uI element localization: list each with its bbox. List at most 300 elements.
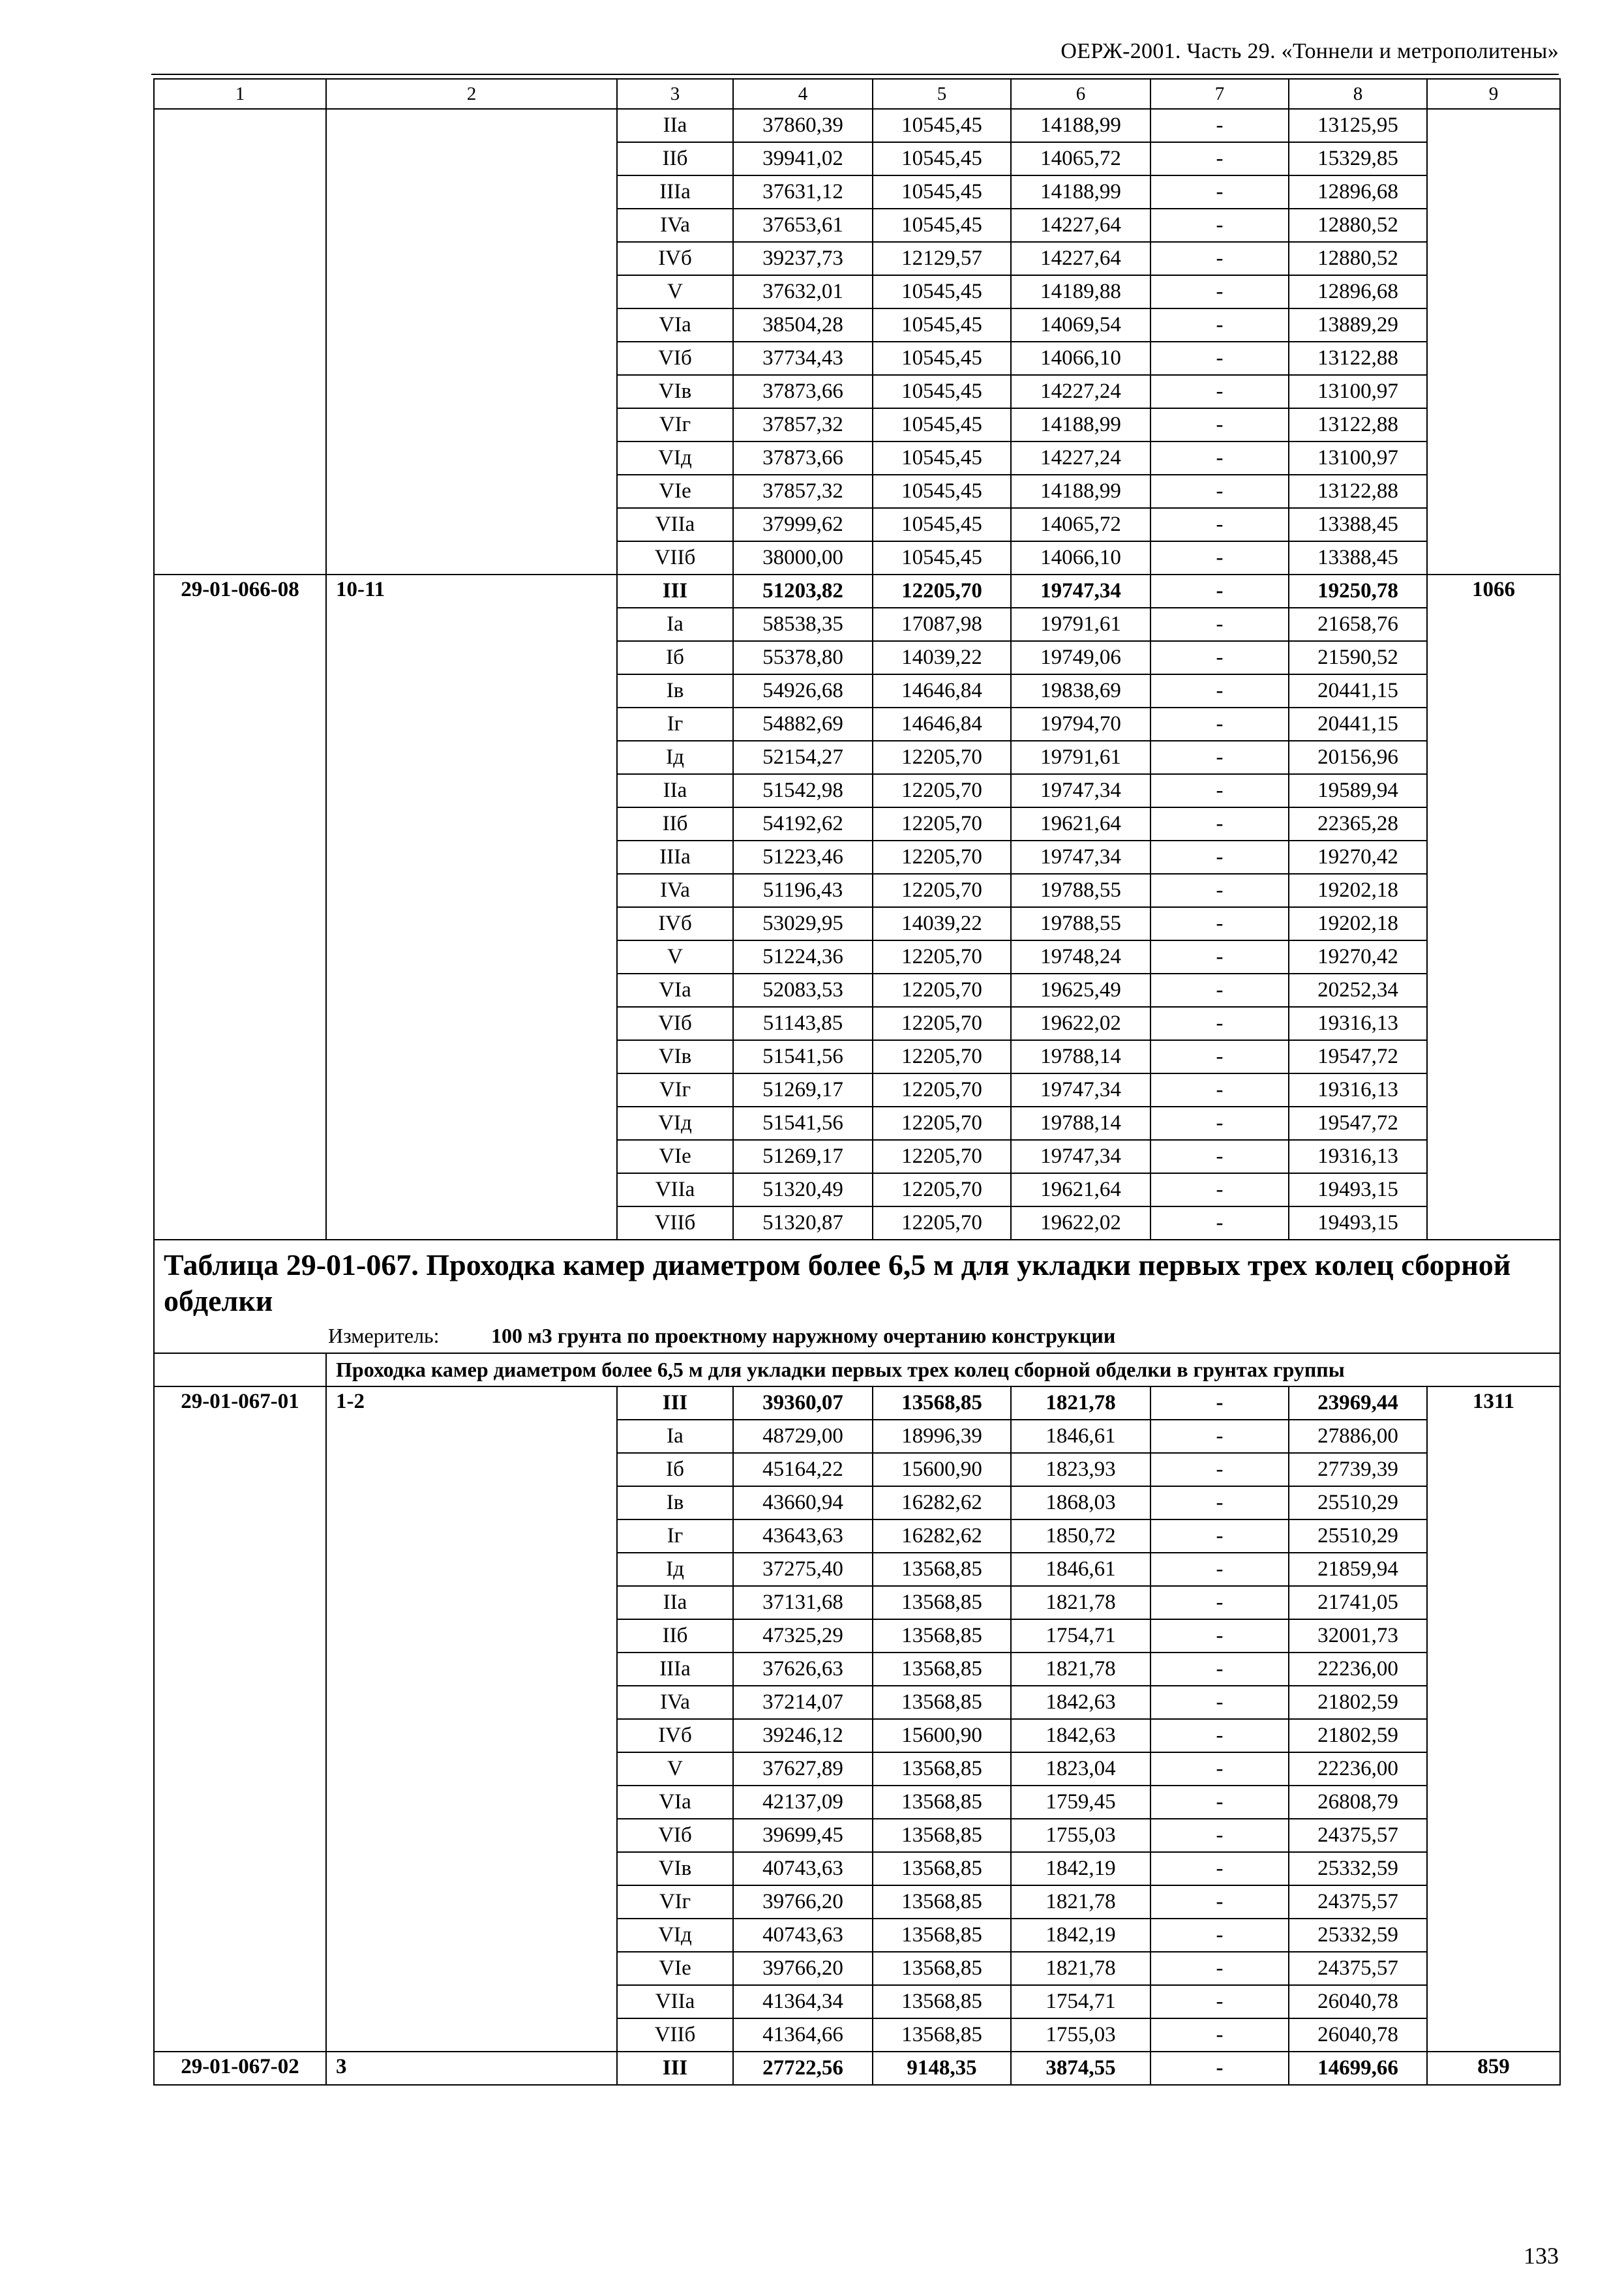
value-cell: 12205,70 [873, 1007, 1011, 1040]
value-cell: 37275,40 [733, 1553, 873, 1586]
value-cell: 37999,62 [733, 508, 873, 541]
value-cell: 12205,70 [873, 940, 1011, 974]
value-cell: 51320,87 [733, 1206, 873, 1240]
value-cell: - [1150, 375, 1289, 408]
value-cell: VIIa [617, 1985, 733, 2018]
value-cell: 17087,98 [873, 608, 1011, 641]
measure-value: 100 м3 грунта по проектному наружному очертанию конструкции [491, 1324, 1116, 1347]
value-cell: - [1150, 1453, 1289, 1486]
value-cell: - [1150, 1420, 1289, 1453]
value-cell: - [1150, 1553, 1289, 1586]
column-number: 3 [617, 79, 733, 109]
value-cell: 20156,96 [1289, 741, 1427, 774]
value-cell: - [1150, 807, 1289, 841]
value-cell: 26040,78 [1289, 2018, 1427, 2052]
value-cell: 27739,39 [1289, 1453, 1427, 1486]
value-cell: 51203,82 [733, 575, 873, 608]
value-cell: - [1150, 608, 1289, 641]
value-cell: 51269,17 [733, 1140, 873, 1173]
column-number: 6 [1011, 79, 1150, 109]
value-cell: - [1150, 242, 1289, 275]
norm-range-cell: 3 [326, 2052, 617, 2085]
value-cell: 54192,62 [733, 807, 873, 841]
value-cell: 13568,85 [873, 1786, 1011, 1819]
value-cell: 12205,70 [873, 1073, 1011, 1107]
value-cell: 51541,56 [733, 1040, 873, 1073]
value-cell: 52083,53 [733, 974, 873, 1007]
value-cell: VIд [617, 441, 733, 475]
value-cell: 1842,19 [1011, 1919, 1150, 1952]
value-cell: 19791,61 [1011, 741, 1150, 774]
value-cell: 19749,06 [1011, 641, 1150, 674]
value-cell: 51224,36 [733, 940, 873, 974]
value-cell: 9148,35 [873, 2052, 1011, 2085]
value-cell: 22236,00 [1289, 1653, 1427, 1686]
norm-range-cell: 10-11 [326, 575, 617, 1240]
value-cell: 13388,45 [1289, 541, 1427, 575]
value-cell: 19202,18 [1289, 907, 1427, 940]
value-cell: 1842,63 [1011, 1719, 1150, 1752]
value-cell: 12205,70 [873, 1140, 1011, 1173]
value-cell: 10545,45 [873, 441, 1011, 475]
value-cell: IVб [617, 242, 733, 275]
value-cell: 13568,85 [873, 1852, 1011, 1885]
table-title-row [154, 1240, 1560, 1353]
value-cell: 19788,55 [1011, 874, 1150, 907]
value-cell: 13568,85 [873, 2018, 1011, 2052]
value-cell: 19589,94 [1289, 774, 1427, 807]
value-cell: 51223,46 [733, 841, 873, 874]
value-cell: - [1150, 1007, 1289, 1040]
value-cell: VIa [617, 1786, 733, 1819]
value-cell: 22365,28 [1289, 807, 1427, 841]
value-cell: 12205,70 [873, 1107, 1011, 1140]
column-number-row [154, 79, 1560, 109]
table-title-cell [154, 1240, 1560, 1353]
value-cell: VIг [617, 1073, 733, 1107]
value-cell: 13889,29 [1289, 308, 1427, 342]
value-cell: 13568,85 [873, 1952, 1011, 1985]
value-cell: III [617, 2052, 733, 2085]
value-cell: - [1150, 1653, 1289, 1686]
column-number: 1 [154, 79, 326, 109]
value-cell: - [1150, 2052, 1289, 2085]
value-cell: - [1150, 541, 1289, 575]
value-cell: 12129,57 [873, 242, 1011, 275]
value-cell: - [1150, 408, 1289, 441]
value-cell: 12205,70 [873, 841, 1011, 874]
value-cell: - [1150, 575, 1289, 608]
value-cell: 51542,98 [733, 774, 873, 807]
value-cell: 10545,45 [873, 175, 1011, 209]
value-cell: 13122,88 [1289, 408, 1427, 441]
value-cell: - [1150, 907, 1289, 940]
value-cell: 39246,12 [733, 1719, 873, 1752]
value-cell: 3874,55 [1011, 2052, 1150, 2085]
value-cell: 37857,32 [733, 475, 873, 508]
value-cell: 14065,72 [1011, 142, 1150, 175]
value-cell: IVa [617, 209, 733, 242]
value-cell: 25510,29 [1289, 1486, 1427, 1519]
value-cell: 25510,29 [1289, 1519, 1427, 1553]
value-cell: 13568,85 [873, 1553, 1011, 1586]
value-cell: 27886,00 [1289, 1420, 1427, 1453]
value-cell: IIa [617, 774, 733, 807]
value-cell: 10545,45 [873, 109, 1011, 142]
value-cell: VIIa [617, 1173, 733, 1206]
value-cell: - [1150, 1719, 1289, 1752]
value-cell: 45164,22 [733, 1453, 873, 1486]
running-title: ОЕРЖ-2001. Часть 29. «Тоннели и метрополитены» [1060, 39, 1559, 63]
value-cell: VIIб [617, 1206, 733, 1240]
value-cell: 14227,24 [1011, 375, 1150, 408]
value-cell: 1755,03 [1011, 1819, 1150, 1852]
norms-table [153, 78, 1561, 2086]
value-cell: VIг [617, 408, 733, 441]
value-cell: 51196,43 [733, 874, 873, 907]
value-cell: 1821,78 [1011, 1386, 1150, 1420]
value-cell: 14069,54 [1011, 308, 1150, 342]
value-cell: III [617, 575, 733, 608]
value-cell: 21802,59 [1289, 1686, 1427, 1719]
value-cell: 1754,71 [1011, 1619, 1150, 1653]
value-cell: 25332,59 [1289, 1852, 1427, 1885]
value-cell: - [1150, 741, 1289, 774]
value-cell: Iг [617, 1519, 733, 1553]
value-cell: 14646,84 [873, 674, 1011, 708]
value-cell: 39766,20 [733, 1952, 873, 1985]
value-cell: III [617, 1386, 733, 1420]
value-cell: 43660,94 [733, 1486, 873, 1519]
value-cell: - [1150, 508, 1289, 541]
value-cell: IIб [617, 807, 733, 841]
norm-range-cell: 1-2 [326, 1386, 617, 2052]
value-cell: IIa [617, 1586, 733, 1619]
value-cell: 37632,01 [733, 275, 873, 308]
value-cell: Ia [617, 1420, 733, 1453]
value-cell: 13568,85 [873, 1653, 1011, 1686]
value-cell: 13125,95 [1289, 109, 1427, 142]
value-cell: - [1150, 109, 1289, 142]
subheading-text: Проходка камер диаметром более 6,5 м для укладки первых трех колец сборной обделки в грунтах группы [326, 1353, 1560, 1386]
value-cell: IIIa [617, 1653, 733, 1686]
value-cell: 39699,45 [733, 1819, 873, 1852]
value-cell: 1842,63 [1011, 1686, 1150, 1719]
value-cell: 14227,64 [1011, 209, 1150, 242]
value-cell: 12896,68 [1289, 275, 1427, 308]
labor-cell [1427, 109, 1560, 575]
value-cell: 19747,34 [1011, 1140, 1150, 1173]
value-cell: 10545,45 [873, 308, 1011, 342]
value-cell: 13122,88 [1289, 342, 1427, 375]
value-cell: - [1150, 974, 1289, 1007]
value-cell: 39941,02 [733, 142, 873, 175]
value-cell: 37873,66 [733, 441, 873, 475]
value-cell: Ia [617, 608, 733, 641]
value-cell: 13100,97 [1289, 375, 1427, 408]
table-title: Таблица 29-01-067. Проходка камер диаметром более 6,5 м для укладки первых трех колец сборной обделки [164, 1248, 1511, 1317]
value-cell: - [1150, 874, 1289, 907]
norm-code-cell: 29-01-066-08 [154, 575, 326, 1240]
value-cell: 16282,62 [873, 1486, 1011, 1519]
value-cell: 13388,45 [1289, 508, 1427, 541]
value-cell: IIIa [617, 841, 733, 874]
value-cell: 53029,95 [733, 907, 873, 940]
value-cell: 19791,61 [1011, 608, 1150, 641]
value-cell: 1821,78 [1011, 1952, 1150, 1985]
value-cell: 10545,45 [873, 275, 1011, 308]
value-cell: - [1150, 1686, 1289, 1719]
norm-code-cell [154, 109, 326, 575]
value-cell: 14189,88 [1011, 275, 1150, 308]
value-cell: IIб [617, 1619, 733, 1653]
value-cell: IVб [617, 907, 733, 940]
value-cell: 1821,78 [1011, 1885, 1150, 1919]
value-cell: VIe [617, 1140, 733, 1173]
value-cell: 37631,12 [733, 175, 873, 209]
value-cell: VIв [617, 375, 733, 408]
value-cell: IVб [617, 1719, 733, 1752]
labor-cell: 1066 [1427, 575, 1560, 1240]
value-cell: 37131,68 [733, 1586, 873, 1619]
value-cell: 19547,72 [1289, 1107, 1427, 1140]
column-number: 4 [733, 79, 873, 109]
value-cell: - [1150, 1819, 1289, 1852]
value-cell: Iд [617, 1553, 733, 1586]
value-cell: 14188,99 [1011, 475, 1150, 508]
value-cell: VIб [617, 1007, 733, 1040]
value-cell: - [1150, 175, 1289, 209]
value-cell: 19316,13 [1289, 1073, 1427, 1107]
value-cell: 19625,49 [1011, 974, 1150, 1007]
value-cell: 20441,15 [1289, 674, 1427, 708]
value-cell: 51269,17 [733, 1073, 873, 1107]
value-cell: 13568,85 [873, 1386, 1011, 1420]
value-cell: 41364,66 [733, 2018, 873, 2052]
value-cell: IIIa [617, 175, 733, 209]
value-cell: 42137,09 [733, 1786, 873, 1819]
table-row [154, 575, 1560, 608]
value-cell: 19747,34 [1011, 575, 1150, 608]
value-cell: 37873,66 [733, 375, 873, 408]
value-cell: 38000,00 [733, 541, 873, 575]
value-cell: - [1150, 1486, 1289, 1519]
value-cell: 39766,20 [733, 1885, 873, 1919]
value-cell: 55378,80 [733, 641, 873, 674]
value-cell: - [1150, 1140, 1289, 1173]
value-cell: 1850,72 [1011, 1519, 1150, 1553]
value-cell: 19622,02 [1011, 1007, 1150, 1040]
value-cell: 12880,52 [1289, 242, 1427, 275]
value-cell: 23969,44 [1289, 1386, 1427, 1420]
value-cell: 10545,45 [873, 408, 1011, 441]
value-cell: 19250,78 [1289, 575, 1427, 608]
value-cell: 19202,18 [1289, 874, 1427, 907]
value-cell: 10545,45 [873, 142, 1011, 175]
value-cell: VIв [617, 1852, 733, 1885]
value-cell: 19747,34 [1011, 841, 1150, 874]
value-cell: Iд [617, 741, 733, 774]
value-cell: 13568,85 [873, 1619, 1011, 1653]
value-cell: - [1150, 940, 1289, 974]
value-cell: 19838,69 [1011, 674, 1150, 708]
value-cell: - [1150, 1852, 1289, 1885]
value-cell: 10545,45 [873, 508, 1011, 541]
value-cell: 24375,57 [1289, 1819, 1427, 1852]
value-cell: 19788,55 [1011, 907, 1150, 940]
value-cell: - [1150, 1985, 1289, 2018]
measure-label: Измеритель: [328, 1324, 440, 1347]
value-cell: 19788,14 [1011, 1040, 1150, 1073]
value-cell: VIб [617, 342, 733, 375]
value-cell: - [1150, 1752, 1289, 1786]
value-cell: - [1150, 1173, 1289, 1206]
value-cell: 14699,66 [1289, 2052, 1427, 2085]
value-cell: - [1150, 674, 1289, 708]
value-cell: 14646,84 [873, 708, 1011, 741]
value-cell: 14188,99 [1011, 408, 1150, 441]
value-cell: 1846,61 [1011, 1420, 1150, 1453]
value-cell: 1823,04 [1011, 1752, 1150, 1786]
subheading-blank [154, 1353, 326, 1386]
column-number: 7 [1150, 79, 1289, 109]
value-cell: - [1150, 1519, 1289, 1553]
value-cell: 12205,70 [873, 1040, 1011, 1073]
value-cell: - [1150, 1952, 1289, 1985]
value-cell: - [1150, 1040, 1289, 1073]
value-cell: 14066,10 [1011, 541, 1150, 575]
value-cell: 38504,28 [733, 308, 873, 342]
value-cell: VIд [617, 1919, 733, 1952]
value-cell: VIe [617, 475, 733, 508]
value-cell: 37653,61 [733, 209, 873, 242]
value-cell: 14039,22 [873, 641, 1011, 674]
value-cell: 14188,99 [1011, 175, 1150, 209]
labor-cell: 1311 [1427, 1386, 1560, 2052]
value-cell: 58538,35 [733, 608, 873, 641]
value-cell: - [1150, 475, 1289, 508]
value-cell: 19621,64 [1011, 807, 1150, 841]
value-cell: VIa [617, 974, 733, 1007]
norm-code-cell: 29-01-067-01 [154, 1386, 326, 2052]
value-cell: 12205,70 [873, 741, 1011, 774]
subheading-row [154, 1353, 1560, 1386]
value-cell: 1842,19 [1011, 1852, 1150, 1885]
value-cell: 20441,15 [1289, 708, 1427, 741]
value-cell: 13122,88 [1289, 475, 1427, 508]
value-cell: - [1150, 1107, 1289, 1140]
value-cell: 1754,71 [1011, 1985, 1150, 2018]
value-cell: 18996,39 [873, 1420, 1011, 1453]
value-cell: 19747,34 [1011, 1073, 1150, 1107]
value-cell: 26808,79 [1289, 1786, 1427, 1819]
value-cell: - [1150, 708, 1289, 741]
value-cell: 14065,72 [1011, 508, 1150, 541]
value-cell: 12880,52 [1289, 209, 1427, 242]
value-cell: - [1150, 275, 1289, 308]
value-cell: 27722,56 [733, 2052, 873, 2085]
value-cell: - [1150, 1386, 1289, 1420]
value-cell: VIв [617, 1040, 733, 1073]
value-cell: 1823,93 [1011, 1453, 1150, 1486]
page-number: 133 [1524, 2243, 1559, 2269]
value-cell: 12205,70 [873, 974, 1011, 1007]
value-cell: VIa [617, 308, 733, 342]
value-cell: 10545,45 [873, 375, 1011, 408]
value-cell: 19316,13 [1289, 1140, 1427, 1173]
value-cell: 14039,22 [873, 907, 1011, 940]
value-cell: 10545,45 [873, 541, 1011, 575]
header-rule [151, 74, 1559, 75]
value-cell: 21741,05 [1289, 1586, 1427, 1619]
value-cell: 12205,70 [873, 874, 1011, 907]
value-cell: - [1150, 1919, 1289, 1952]
value-cell: Iв [617, 1486, 733, 1519]
value-cell: 37734,43 [733, 342, 873, 375]
value-cell: 15329,85 [1289, 142, 1427, 175]
value-cell: 32001,73 [1289, 1619, 1427, 1653]
value-cell: 14227,64 [1011, 242, 1150, 275]
value-cell: 1821,78 [1011, 1653, 1150, 1686]
value-cell: - [1150, 774, 1289, 807]
value-cell: VIг [617, 1885, 733, 1919]
value-cell: - [1150, 142, 1289, 175]
value-cell: - [1150, 1586, 1289, 1619]
value-cell: - [1150, 441, 1289, 475]
column-number: 9 [1427, 79, 1560, 109]
value-cell: - [1150, 342, 1289, 375]
value-cell: - [1150, 2018, 1289, 2052]
value-cell: 19316,13 [1289, 1007, 1427, 1040]
value-cell: Iб [617, 1453, 733, 1486]
value-cell: V [617, 940, 733, 974]
value-cell: 19747,34 [1011, 774, 1150, 807]
value-cell: V [617, 275, 733, 308]
value-cell: 21859,94 [1289, 1553, 1427, 1586]
value-cell: 12205,70 [873, 1206, 1011, 1240]
value-cell: 40743,63 [733, 1919, 873, 1952]
value-cell: 13568,85 [873, 1919, 1011, 1952]
value-cell: 16282,62 [873, 1519, 1011, 1553]
value-cell: 10545,45 [873, 475, 1011, 508]
value-cell: 13568,85 [873, 1752, 1011, 1786]
value-cell: 37857,32 [733, 408, 873, 441]
value-cell: 19621,64 [1011, 1173, 1150, 1206]
value-cell: 19493,15 [1289, 1173, 1427, 1206]
value-cell: IIб [617, 142, 733, 175]
value-cell: - [1150, 1619, 1289, 1653]
value-cell: 25332,59 [1289, 1919, 1427, 1952]
value-cell: 12896,68 [1289, 175, 1427, 209]
value-cell: 15600,90 [873, 1453, 1011, 1486]
value-cell: - [1150, 841, 1289, 874]
value-cell: 12205,70 [873, 575, 1011, 608]
value-cell: 24375,57 [1289, 1952, 1427, 1985]
value-cell: - [1150, 1206, 1289, 1240]
value-cell: 21658,76 [1289, 608, 1427, 641]
value-cell: - [1150, 308, 1289, 342]
column-number: 8 [1289, 79, 1427, 109]
value-cell: 1759,45 [1011, 1786, 1150, 1819]
value-cell: 26040,78 [1289, 1985, 1427, 2018]
value-cell: 1868,03 [1011, 1486, 1150, 1519]
value-cell: 13568,85 [873, 1586, 1011, 1619]
value-cell: VIIa [617, 508, 733, 541]
value-cell: 19788,14 [1011, 1107, 1150, 1140]
column-number: 2 [326, 79, 617, 109]
value-cell: 13100,97 [1289, 441, 1427, 475]
value-cell: 37627,89 [733, 1752, 873, 1786]
